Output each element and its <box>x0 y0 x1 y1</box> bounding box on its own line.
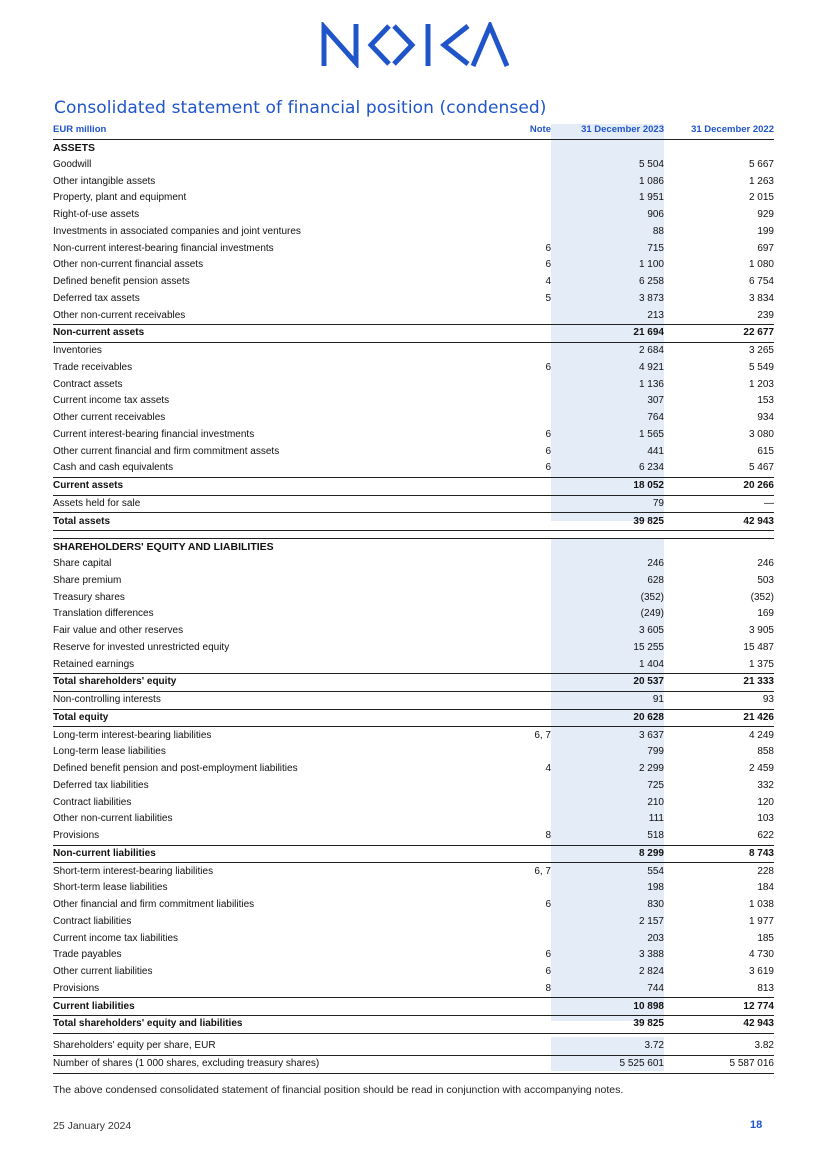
table-row <box>53 845 774 863</box>
table-row <box>53 1038 774 1055</box>
row-note <box>493 573 551 590</box>
value-2022: 1 038 <box>748 899 774 911</box>
equity-liabilities-table <box>53 538 774 1034</box>
value-2022: 185 <box>757 932 774 944</box>
table-row <box>53 674 774 692</box>
row-label: Current income tax liabilities <box>53 932 179 944</box>
row-note: 5 <box>545 292 551 304</box>
row-note <box>493 513 551 531</box>
value-2023: 39 825 <box>551 513 664 531</box>
value-2023: 8 299 <box>551 845 664 863</box>
value-2023: 5 504 <box>638 158 664 170</box>
table-row <box>53 623 774 640</box>
table-row <box>53 744 774 761</box>
value-2022: 8 743 <box>664 845 774 863</box>
value-2023: 830 <box>647 899 664 911</box>
value-2022: 929 <box>757 209 774 221</box>
row-note <box>493 606 551 623</box>
page-title: Consolidated statement of financial position (condensed) <box>54 98 547 118</box>
row-label: Current liabilities <box>53 998 493 1016</box>
row-label: Other financial and firm commitment liabilities <box>53 899 255 911</box>
value-2022: 1 375 <box>748 658 774 670</box>
table-row <box>53 947 774 964</box>
row-label: Other non-current liabilities <box>53 813 173 825</box>
nokia-logo <box>320 22 512 68</box>
value-2022: 622 <box>757 830 774 842</box>
row-label: Long-term lease liabilities <box>53 746 166 758</box>
row-label: Long-term interest-bearing liabilities <box>53 727 493 744</box>
value-2022: 12 774 <box>664 998 774 1016</box>
row-note <box>493 640 551 657</box>
value-2023: 3 637 <box>551 727 664 744</box>
value-2022: — <box>664 495 774 513</box>
row-note <box>493 623 551 640</box>
value-2023: 6 258 <box>638 276 664 288</box>
row-label: Contract liabilities <box>53 796 132 808</box>
value-2022: 42 943 <box>664 1016 774 1034</box>
row-label: Property, plant and equipment <box>53 192 187 204</box>
table-row <box>53 863 774 880</box>
row-label: Deferred tax liabilities <box>53 779 149 791</box>
value-2023: 79 <box>551 495 664 513</box>
value-2023: 91 <box>551 691 664 709</box>
value-2023: 198 <box>647 882 664 894</box>
row-label: Contract assets <box>53 378 123 390</box>
value-2023: (352) <box>640 591 664 603</box>
value-2022: 858 <box>757 746 774 758</box>
value-2022: 615 <box>757 445 774 457</box>
value-2023: 5 525 601 <box>551 1055 664 1073</box>
value-2022: 3 834 <box>748 292 774 304</box>
value-2022: 3 080 <box>748 428 774 440</box>
value-2023: 906 <box>647 209 664 221</box>
value-2023: 210 <box>647 796 664 808</box>
value-2023: 799 <box>647 746 664 758</box>
value-2022: 184 <box>757 882 774 894</box>
note-header: Note <box>493 122 551 139</box>
table-row <box>53 291 774 308</box>
value-2022: 1 203 <box>748 378 774 390</box>
value-2023: 764 <box>647 412 664 424</box>
row-label: Other current receivables <box>53 412 166 424</box>
value-2022: 1 263 <box>748 175 774 187</box>
table-row <box>53 157 774 174</box>
table-row <box>53 880 774 897</box>
section-heading <box>53 139 774 156</box>
row-note <box>493 1038 551 1055</box>
table-row <box>53 930 774 947</box>
table-row <box>53 656 774 673</box>
row-label: Retained earnings <box>53 658 135 670</box>
value-2023: 39 825 <box>551 1016 664 1034</box>
row-note <box>493 930 551 947</box>
value-2022: 239 <box>757 309 774 321</box>
value-2022: 22 677 <box>664 325 774 343</box>
table-row <box>53 342 774 359</box>
row-label: Current income tax assets <box>53 395 170 407</box>
value-2022: 1 977 <box>748 915 774 927</box>
value-2023: 628 <box>647 574 664 586</box>
table-row <box>53 460 774 477</box>
row-label: Other intangible assets <box>53 175 156 187</box>
row-note: 6 <box>545 259 551 271</box>
row-note <box>493 1055 551 1073</box>
table-row <box>53 274 774 291</box>
value-2023: 554 <box>551 863 664 880</box>
table-row <box>53 360 774 377</box>
value-2023: 518 <box>647 830 664 842</box>
row-note <box>493 656 551 673</box>
table-row <box>53 964 774 981</box>
row-note <box>493 307 551 324</box>
table-row <box>53 427 774 444</box>
row-note <box>493 811 551 828</box>
value-2022: 4 730 <box>748 949 774 961</box>
row-label: Current assets <box>53 477 493 495</box>
table-header <box>53 122 774 139</box>
row-note <box>493 207 551 224</box>
value-2022: 5 467 <box>748 462 774 474</box>
row-note <box>493 691 551 709</box>
row-note <box>493 709 551 727</box>
value-2022: 120 <box>757 796 774 808</box>
value-2022: 103 <box>757 813 774 825</box>
row-label: Short-term lease liabilities <box>53 882 168 894</box>
assets-heading: ASSETS <box>53 142 96 155</box>
table-row <box>53 998 774 1016</box>
row-note: 6, 7 <box>493 727 551 744</box>
section-heading <box>53 539 774 556</box>
value-2022: 813 <box>757 982 774 994</box>
value-2023: 213 <box>647 309 664 321</box>
row-note <box>493 224 551 241</box>
value-2022: 503 <box>757 574 774 586</box>
row-label: Provisions <box>53 830 100 842</box>
value-2023: 3 605 <box>638 625 664 637</box>
value-2023: 10 898 <box>551 998 664 1016</box>
row-note <box>493 674 551 692</box>
footnote: The above condensed consolidated statement of financial position should be read in conjunction with accompanying notes. <box>53 1084 624 1096</box>
row-label: Total equity <box>53 709 493 727</box>
row-note: 6 <box>545 445 551 457</box>
value-2022: 5 587 016 <box>664 1055 774 1073</box>
row-note <box>493 556 551 573</box>
row-label: Shareholders' equity per share, EUR <box>53 1038 493 1055</box>
value-2023: 88 <box>652 225 664 237</box>
value-2023: 441 <box>647 445 664 457</box>
value-2022: (352) <box>750 591 774 603</box>
row-label: Short-term interest-bearing liabilities <box>53 863 493 880</box>
value-2023: 3.72 <box>551 1038 664 1055</box>
table-row <box>53 1016 774 1034</box>
row-label: Non-current assets <box>53 325 493 343</box>
value-2023: 744 <box>647 982 664 994</box>
table-row <box>53 443 774 460</box>
value-2023: 725 <box>647 779 664 791</box>
row-note <box>493 914 551 931</box>
row-label: Trade payables <box>53 949 122 961</box>
value-2022: 934 <box>757 412 774 424</box>
page-number: 18 <box>750 1119 763 1131</box>
row-note <box>493 744 551 761</box>
value-2022: 15 487 <box>743 641 774 653</box>
value-2022: 21 426 <box>664 709 774 727</box>
value-2022: 697 <box>757 242 774 254</box>
value-2022: 6 754 <box>748 276 774 288</box>
table-row <box>53 207 774 224</box>
unit-header: EUR million <box>53 122 493 139</box>
table-row <box>53 393 774 410</box>
equity-heading: SHAREHOLDERS' EQUITY AND LIABILITIES <box>53 539 493 556</box>
value-2022: 1 080 <box>748 259 774 271</box>
value-2022: 5 667 <box>748 158 774 170</box>
value-2023: 307 <box>647 395 664 407</box>
row-note: 6, 7 <box>493 863 551 880</box>
row-note <box>493 589 551 606</box>
row-label: Current interest-bearing financial investments <box>53 428 255 440</box>
row-label: Translation differences <box>53 608 154 620</box>
value-2023: 1 404 <box>638 658 664 670</box>
value-2023: 2 684 <box>551 342 664 359</box>
table-row <box>53 477 774 495</box>
row-note <box>493 845 551 863</box>
row-note: 6 <box>545 949 551 961</box>
value-2023: 20 537 <box>551 674 664 692</box>
table-row <box>53 1055 774 1073</box>
per-share-table <box>53 1038 774 1074</box>
value-2023: 3 388 <box>638 949 664 961</box>
table-row <box>53 495 774 513</box>
row-note: 4 <box>545 763 551 775</box>
row-label: Other current financial and firm commitment assets <box>53 445 280 457</box>
value-2022: 21 333 <box>664 674 774 692</box>
row-label: Other non-current financial assets <box>53 259 204 271</box>
row-label: Investments in associated companies and joint ventures <box>53 225 301 237</box>
value-2022: 199 <box>757 225 774 237</box>
value-2023: 1 565 <box>638 428 664 440</box>
row-note: 6 <box>545 242 551 254</box>
value-2023: 203 <box>647 932 664 944</box>
row-label: Total shareholders' equity and liabilities <box>53 1016 493 1034</box>
row-label: Share premium <box>53 574 122 586</box>
row-label: Assets held for sale <box>53 495 493 513</box>
row-note <box>493 477 551 495</box>
table-row <box>53 513 774 531</box>
value-2022: 3 265 <box>664 342 774 359</box>
row-note <box>493 393 551 410</box>
row-note: 6 <box>545 462 551 474</box>
row-label: Trade receivables <box>53 361 133 373</box>
table-row <box>53 794 774 811</box>
value-2022: 332 <box>757 779 774 791</box>
value-2022: 169 <box>757 608 774 620</box>
value-2022: 20 266 <box>664 477 774 495</box>
table-row <box>53 307 774 324</box>
row-note <box>493 880 551 897</box>
value-2022: 3 905 <box>748 625 774 637</box>
row-label: Other non-current receivables <box>53 309 186 321</box>
table-row <box>53 691 774 709</box>
value-2023: 2 299 <box>638 763 664 775</box>
value-2023: 715 <box>647 242 664 254</box>
row-note <box>493 495 551 513</box>
table-row <box>53 828 774 845</box>
value-2022: 93 <box>664 691 774 709</box>
row-note: 6 <box>545 966 551 978</box>
value-2022: 5 549 <box>748 361 774 373</box>
table-row <box>53 761 774 778</box>
table-row <box>53 897 774 914</box>
row-note: 8 <box>545 830 551 842</box>
row-note <box>493 325 551 343</box>
value-2023: (249) <box>640 608 664 620</box>
row-label: Right-of-use assets <box>53 209 140 221</box>
table-row <box>53 224 774 241</box>
table-row <box>53 589 774 606</box>
row-note: 6 <box>545 361 551 373</box>
row-label: Other current liabilities <box>53 966 153 978</box>
row-label: Reserve for invested unrestricted equity <box>53 641 230 653</box>
table-row <box>53 573 774 590</box>
row-note <box>493 376 551 393</box>
table-row <box>53 190 774 207</box>
row-label: Non-current interest-bearing financial investments <box>53 242 274 254</box>
value-2023: 1 951 <box>638 192 664 204</box>
table-row <box>53 640 774 657</box>
value-2023: 1 086 <box>638 175 664 187</box>
value-2022: 228 <box>664 863 774 880</box>
value-2023: 21 694 <box>551 325 664 343</box>
row-label: Defined benefit pension assets <box>53 276 190 288</box>
value-2023: 18 052 <box>551 477 664 495</box>
table-row <box>53 606 774 623</box>
value-2023: 15 255 <box>633 641 664 653</box>
row-note <box>493 173 551 190</box>
row-note <box>493 998 551 1016</box>
table-row <box>53 778 774 795</box>
table-row <box>53 410 774 427</box>
row-note: 8 <box>545 982 551 994</box>
row-label: Contract liabilities <box>53 915 132 927</box>
table-row <box>53 811 774 828</box>
value-2022: 3 619 <box>748 966 774 978</box>
value-2023: 20 628 <box>551 709 664 727</box>
value-2023: 1 136 <box>638 378 664 390</box>
row-note: 4 <box>545 276 551 288</box>
row-note <box>493 190 551 207</box>
row-label: Inventories <box>53 342 493 359</box>
row-label: Goodwill <box>53 158 92 170</box>
row-label: Share capital <box>53 558 112 570</box>
value-2022: 246 <box>757 558 774 570</box>
value-2022: 3.82 <box>664 1038 774 1055</box>
value-2022: 153 <box>757 395 774 407</box>
row-label: Treasury shares <box>53 591 125 603</box>
value-2022: 2 459 <box>748 763 774 775</box>
col-2023-header: 31 December 2023 <box>551 122 664 139</box>
value-2022: 2 015 <box>748 192 774 204</box>
row-note <box>493 410 551 427</box>
table-row <box>53 173 774 190</box>
row-label: Non-controlling interests <box>53 691 493 709</box>
table-row <box>53 240 774 257</box>
footer-date: 25 January 2024 <box>53 1120 132 1132</box>
row-note <box>493 1016 551 1034</box>
value-2023: 4 921 <box>638 361 664 373</box>
row-label: Total shareholders' equity <box>53 674 493 692</box>
table-row <box>53 709 774 727</box>
row-note <box>493 778 551 795</box>
row-label: Total assets <box>53 513 493 531</box>
row-label: Deferred tax assets <box>53 292 140 304</box>
table-row <box>53 376 774 393</box>
row-label: Cash and cash equivalents <box>53 462 174 474</box>
value-2023: 111 <box>648 813 664 825</box>
value-2023: 6 234 <box>638 462 664 474</box>
table-row <box>53 556 774 573</box>
col-2022-header: 31 December 2022 <box>664 122 774 139</box>
table-row <box>53 257 774 274</box>
row-label: Provisions <box>53 982 100 994</box>
row-note: 6 <box>545 428 551 440</box>
value-2023: 2 824 <box>638 966 664 978</box>
table-row <box>53 914 774 931</box>
value-2023: 246 <box>647 558 664 570</box>
table-row <box>53 325 774 343</box>
value-2022: 4 249 <box>664 727 774 744</box>
row-label: Fair value and other reserves <box>53 625 184 637</box>
value-2022: 42 943 <box>664 513 774 531</box>
value-2023: 1 100 <box>638 259 664 271</box>
row-note <box>493 157 551 174</box>
table-row <box>53 981 774 998</box>
row-label: Number of shares (1 000 shares, excluding treasury shares) <box>53 1055 493 1073</box>
value-2023: 3 873 <box>638 292 664 304</box>
row-note <box>493 794 551 811</box>
row-label: Non-current liabilities <box>53 845 493 863</box>
row-note: 6 <box>545 899 551 911</box>
table-row <box>53 727 774 744</box>
row-note <box>493 342 551 359</box>
financial-position-table <box>53 122 774 531</box>
value-2023: 2 157 <box>638 915 664 927</box>
row-label: Defined benefit pension and post-employment liabilities <box>53 763 298 775</box>
